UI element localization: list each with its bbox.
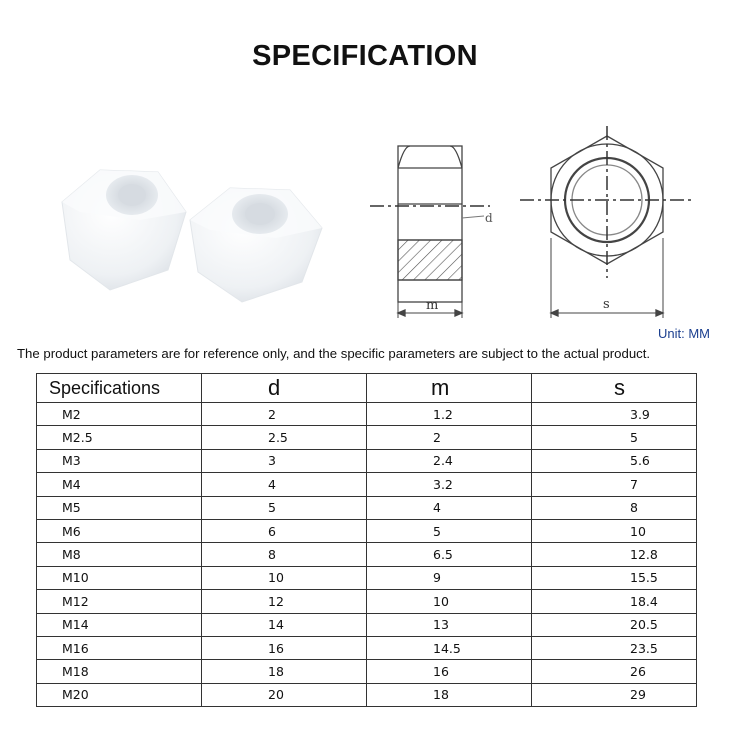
cell-spec: M10 xyxy=(37,566,202,589)
table-row xyxy=(37,683,697,706)
cell-s: 23.5 xyxy=(532,636,697,659)
nut-technical-drawing xyxy=(360,118,710,333)
table-row xyxy=(37,613,697,636)
cell-m: 18 xyxy=(367,683,532,706)
header-specifications: Specifications xyxy=(37,374,202,403)
header-m: m xyxy=(367,374,532,403)
cell-s: 26 xyxy=(532,660,697,683)
table-row xyxy=(37,543,697,566)
nut-right xyxy=(190,188,322,302)
side-view xyxy=(370,146,490,318)
cell-s: 3.9 xyxy=(532,403,697,426)
unit-label: Unit: MM xyxy=(658,326,710,341)
cell-s: 10 xyxy=(532,519,697,542)
cell-spec: M8 xyxy=(37,543,202,566)
header-s: s xyxy=(532,374,697,403)
header-d: d xyxy=(202,374,367,403)
cell-s: 15.5 xyxy=(532,566,697,589)
table-row xyxy=(37,519,697,542)
cell-spec: M5 xyxy=(37,496,202,519)
label-d: d xyxy=(485,211,493,225)
cell-s: 5 xyxy=(532,426,697,449)
label-m: m xyxy=(426,298,439,313)
cell-m: 6.5 xyxy=(367,543,532,566)
table-header-row xyxy=(37,374,697,403)
cell-d: 10 xyxy=(202,566,367,589)
cell-m: 3.2 xyxy=(367,473,532,496)
cell-m: 16 xyxy=(367,660,532,683)
nylon-nut-photo xyxy=(40,150,340,320)
cell-m: 14.5 xyxy=(367,636,532,659)
cell-d: 8 xyxy=(202,543,367,566)
cell-spec: M2.5 xyxy=(37,426,202,449)
cell-d: 2.5 xyxy=(202,426,367,449)
label-s: s xyxy=(603,297,610,312)
cell-spec: M4 xyxy=(37,473,202,496)
cell-m: 1.2 xyxy=(367,403,532,426)
cell-spec: M2 xyxy=(37,403,202,426)
cell-d: 6 xyxy=(202,519,367,542)
cell-s: 18.4 xyxy=(532,590,697,613)
cell-d: 4 xyxy=(202,473,367,496)
cell-m: 13 xyxy=(367,613,532,636)
cell-s: 29 xyxy=(532,683,697,706)
table-row xyxy=(37,636,697,659)
cell-spec: M18 xyxy=(37,660,202,683)
cell-d: 20 xyxy=(202,683,367,706)
cell-m: 9 xyxy=(367,566,532,589)
cell-m: 4 xyxy=(367,496,532,519)
cell-spec: M16 xyxy=(37,636,202,659)
cell-d: 18 xyxy=(202,660,367,683)
cell-spec: M14 xyxy=(37,613,202,636)
cell-m: 5 xyxy=(367,519,532,542)
cell-m: 2.4 xyxy=(367,449,532,472)
table-row xyxy=(37,566,697,589)
cell-d: 12 xyxy=(202,590,367,613)
nut-left xyxy=(62,170,186,290)
cell-spec: M12 xyxy=(37,590,202,613)
table-row xyxy=(37,496,697,519)
cell-m: 10 xyxy=(367,590,532,613)
cell-spec: M3 xyxy=(37,449,202,472)
cell-s: 8 xyxy=(532,496,697,519)
cell-m: 2 xyxy=(367,426,532,449)
cell-d: 16 xyxy=(202,636,367,659)
cell-d: 5 xyxy=(202,496,367,519)
cell-spec: M6 xyxy=(37,519,202,542)
table-row xyxy=(37,590,697,613)
table-row xyxy=(37,660,697,683)
cell-s: 7 xyxy=(532,473,697,496)
cell-s: 5.6 xyxy=(532,449,697,472)
cell-d: 2 xyxy=(202,403,367,426)
table-row xyxy=(37,449,697,472)
disclaimer-text: The product parameters are for reference only, and the specific parameters are subject to the actual product. xyxy=(17,346,651,361)
page-title: SPECIFICATION xyxy=(252,40,478,72)
cell-spec: M20 xyxy=(37,683,202,706)
cell-s: 20.5 xyxy=(532,613,697,636)
spec-table xyxy=(36,373,697,707)
table-row xyxy=(37,473,697,496)
cell-d: 14 xyxy=(202,613,367,636)
top-view xyxy=(520,126,695,318)
table-row xyxy=(37,426,697,449)
cell-s: 12.8 xyxy=(532,543,697,566)
cell-d: 3 xyxy=(202,449,367,472)
table-row xyxy=(37,403,697,426)
